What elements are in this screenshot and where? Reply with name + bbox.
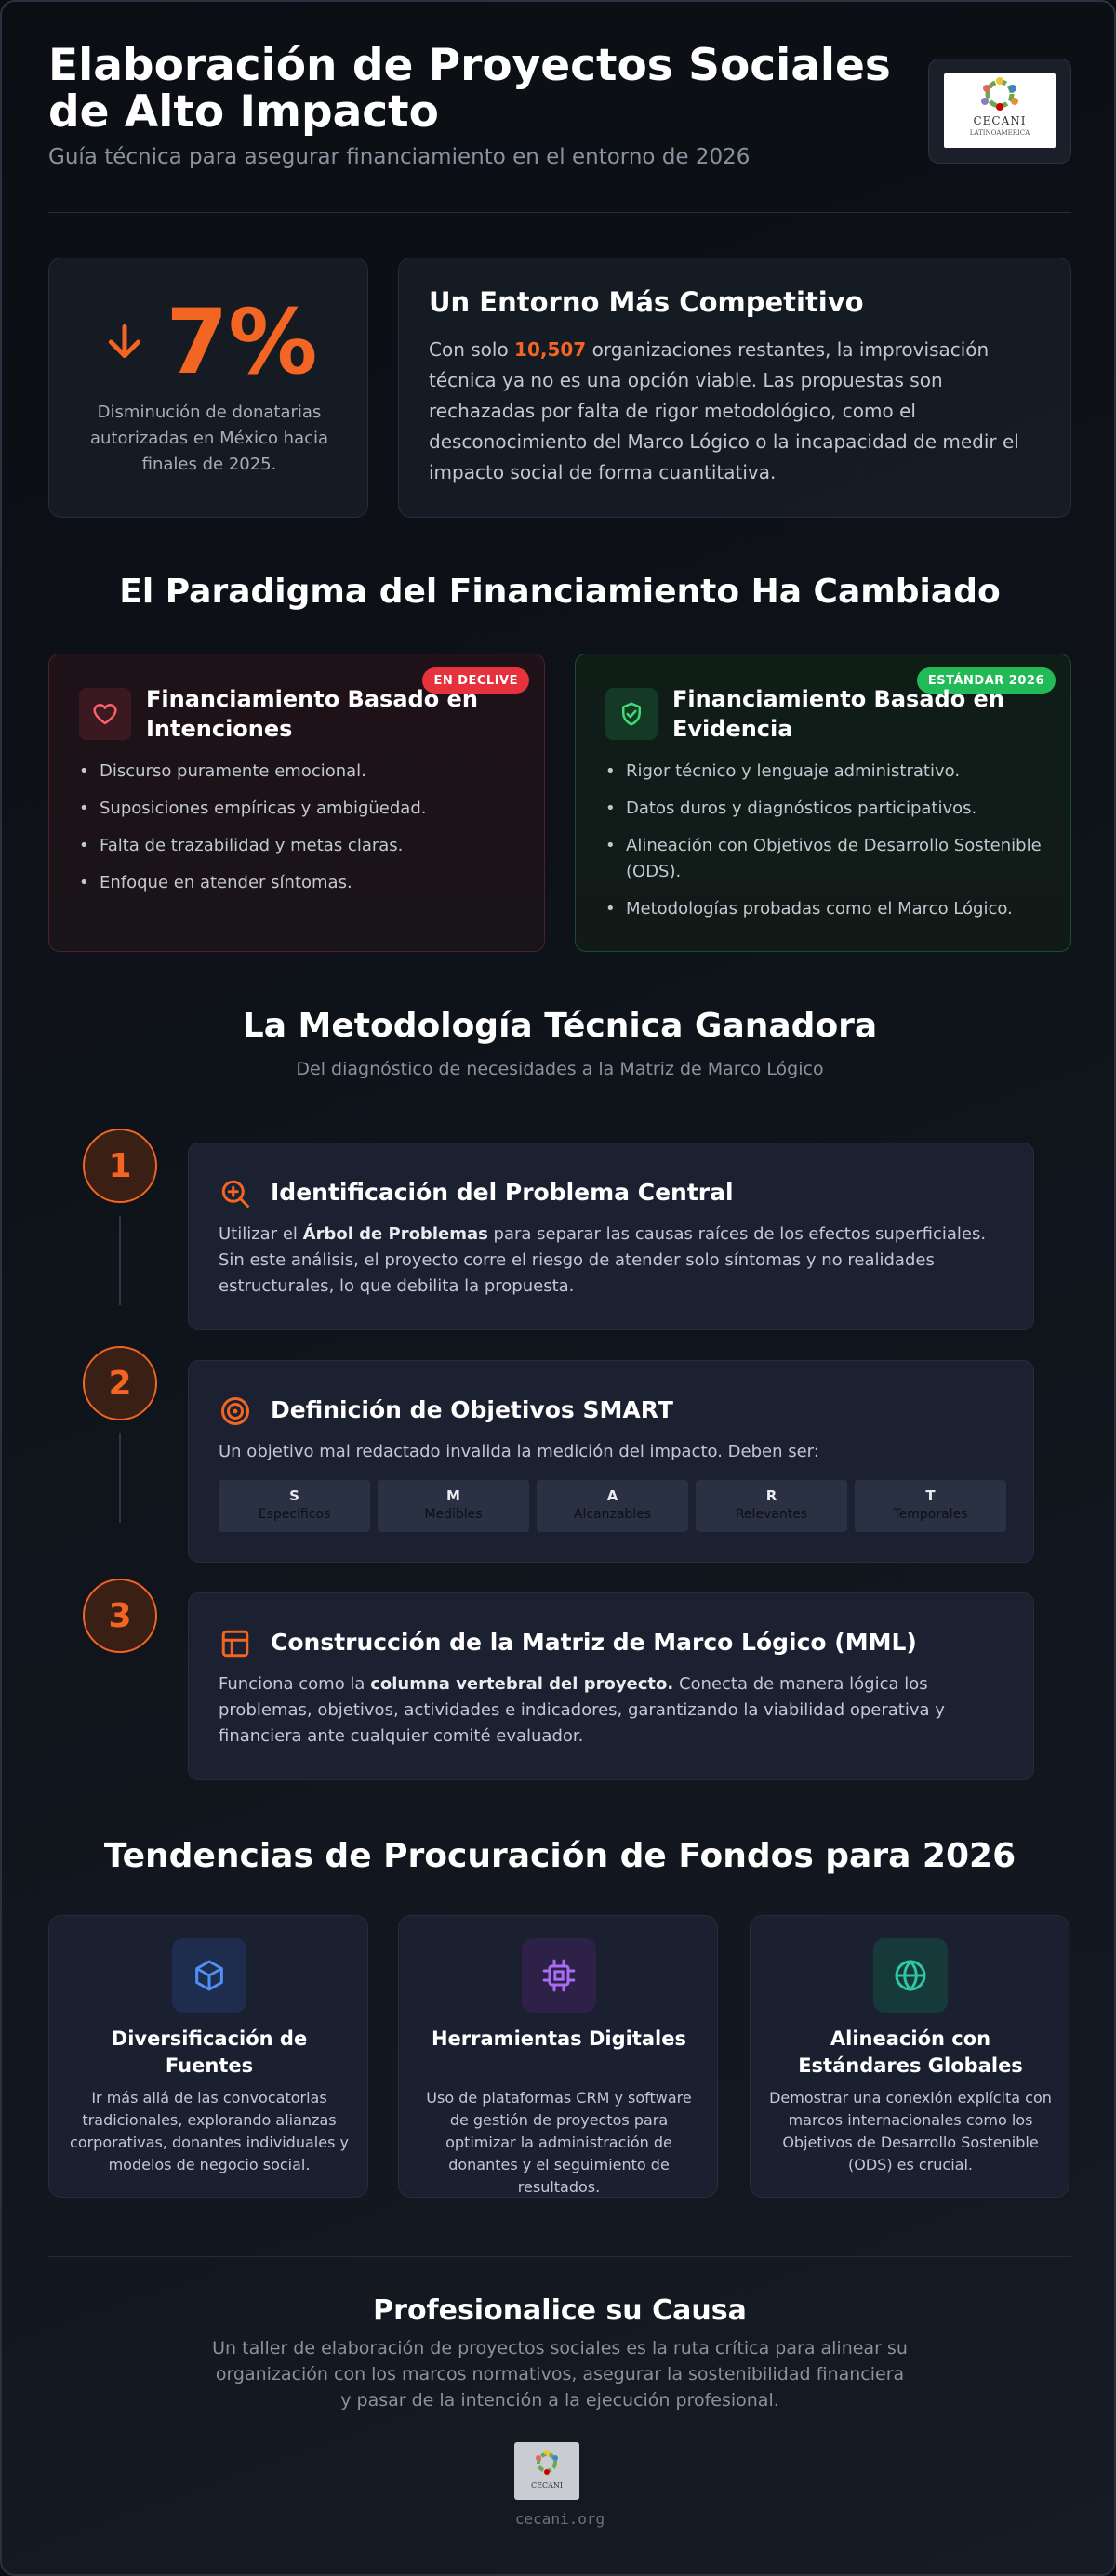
intentions-list bbox=[77, 759, 524, 907]
step-connector bbox=[119, 1433, 121, 1523]
paradigm-heading: El Paradigma del Financiamiento Ha Cambiado bbox=[119, 573, 1001, 611]
cube-icon bbox=[172, 1938, 246, 2013]
footer-url: cecani.org bbox=[514, 2510, 605, 2528]
step-text-start: Funciona como la bbox=[219, 1674, 371, 1694]
list-item: • Falta de trazabilidad y metas claras. bbox=[77, 833, 524, 859]
list-item: • Discurso puramente emocional. bbox=[77, 759, 524, 785]
trend-card-digital bbox=[398, 1915, 718, 2198]
list-item: • Enfoque en atender síntomas. bbox=[77, 870, 524, 896]
smart-item-a bbox=[537, 1480, 688, 1532]
smart-letter: R bbox=[765, 1487, 777, 1504]
trend-text: Uso de plataformas CRM y software de gestión de proyectos para optimizar la administración de donantes y el seguimiento de resultados. bbox=[426, 2089, 692, 2196]
search-plus-icon bbox=[219, 1177, 252, 1210]
trends-heading: Tendencias de Procuración de Fondos para 2026 bbox=[103, 1837, 1016, 1875]
smart-item-m bbox=[378, 1480, 529, 1532]
trend-title: Herramientas Digitales bbox=[431, 2028, 686, 2050]
page-subtitle: Guía técnica para asegurar financiamiento en el entorno de 2026 bbox=[48, 145, 751, 169]
globe-icon bbox=[873, 1938, 948, 2013]
trend-card-global bbox=[750, 1915, 1070, 2198]
list-item: • Datos duros y diagnósticos participativos. bbox=[604, 796, 1050, 822]
list-item: • Suposiciones empíricas y ambigüedad. bbox=[77, 796, 524, 822]
context-highlight-number: 10,507 bbox=[514, 338, 587, 361]
smart-letter: A bbox=[606, 1487, 618, 1504]
step-card-smart bbox=[188, 1360, 1034, 1563]
smart-word: Específicos bbox=[258, 1507, 331, 1522]
context-text-start: Con solo bbox=[429, 338, 515, 361]
step-text-end: Conecta de manera lógica los problemas, objetivos, actividades e indicadores, garantizando la viabilidad operativa y financiera ante cualquier comité evaluador. bbox=[219, 1674, 945, 1746]
target-icon bbox=[219, 1394, 252, 1428]
trend-title: Alineación con Estándares Globales bbox=[798, 2028, 1023, 2077]
smart-item-t bbox=[855, 1480, 1006, 1532]
smart-word: Temporales bbox=[893, 1507, 968, 1522]
step-text-bold: columna vertebral del proyecto. bbox=[370, 1674, 674, 1694]
list-item: • Alineación con Objetivos de Desarrollo Sostenible (ODS). bbox=[604, 833, 1050, 885]
smart-item-r bbox=[696, 1480, 847, 1532]
step-text-problem bbox=[219, 1222, 1009, 1300]
trend-text: Demostrar una conexión explícita con marcos internacionales como los Objetivos de Desarrollo Sostenible (ODS) es crucial. bbox=[769, 2089, 1052, 2173]
context-text bbox=[429, 335, 1043, 488]
logo-subtext: LATINOAMERICA bbox=[969, 129, 1030, 137]
divider bbox=[48, 212, 1071, 213]
step-text-start: Utilizar el bbox=[219, 1224, 303, 1244]
logo-figures-icon bbox=[944, 73, 1056, 148]
decline-badge: EN DECLIVE bbox=[422, 667, 529, 694]
divider bbox=[48, 2256, 1071, 2257]
step-text-end: para separar las causas raíces de los efectos superficiales. Sin este análisis, el proyecto corre el riesgo de atender solo síntomas y no realidades estructurales, lo que debilita la propuesta. bbox=[219, 1224, 987, 1296]
smart-letter: S bbox=[289, 1487, 299, 1504]
step-text-bold: Árbol de Problemas bbox=[302, 1224, 488, 1244]
step-title-problem: Identificación del Problema Central bbox=[271, 1179, 734, 1206]
page-title: Elaboración de Proyectos Sociales de Alto Impacto bbox=[48, 40, 891, 138]
chip-icon bbox=[522, 1938, 596, 2013]
stat-value: 7% bbox=[166, 290, 318, 394]
smart-letter: T bbox=[925, 1487, 936, 1504]
stat-description: Disminución de donatarias autorizadas en México hacia finales de 2025. bbox=[89, 403, 329, 474]
logo-card bbox=[928, 59, 1071, 164]
table-icon bbox=[219, 1627, 252, 1660]
step-number-2: 2 bbox=[83, 1346, 157, 1420]
footer-logo bbox=[514, 2442, 579, 2500]
step-card-mml bbox=[188, 1592, 1034, 1780]
context-card bbox=[398, 258, 1071, 518]
step-text-smart: Un objetivo mal redactado invalida la medición del impacto. Deben ser: bbox=[219, 1442, 819, 1461]
stat-row bbox=[49, 290, 369, 394]
intentions-card bbox=[48, 654, 545, 952]
logo-figures-icon bbox=[514, 2442, 579, 2500]
step-title-mml: Construcción de la Matriz de Marco Lógico (MML) bbox=[271, 1629, 917, 1656]
step-title-smart: Definición de Objetivos SMART bbox=[271, 1396, 673, 1423]
stat-card bbox=[48, 258, 368, 518]
cecani-logo bbox=[944, 73, 1056, 148]
footer-logo-wordmark: CECANI bbox=[530, 2481, 564, 2490]
smart-word: Medibles bbox=[424, 1507, 483, 1522]
list-item: • Metodologías probadas como el Marco Lógico. bbox=[604, 896, 1050, 922]
heart-icon bbox=[79, 688, 131, 740]
list-item: • Rigor técnico y lenguaje administrativo. bbox=[604, 759, 1050, 785]
methodology-subtitle: Del diagnóstico de necesidades a la Matriz de Marco Lógico bbox=[296, 1059, 824, 1079]
evidence-card bbox=[575, 654, 1071, 952]
step-connector bbox=[119, 1216, 121, 1305]
context-title: Un Entorno Más Competitivo bbox=[429, 286, 864, 318]
smart-item-s bbox=[219, 1480, 370, 1532]
smart-letter: M bbox=[446, 1487, 460, 1504]
context-text-end: organizaciones restantes, la improvisación técnica ya no es una opción viable. Las propuestas son rechazadas por falta de rigor metodológico, como el desconocimiento del Marco Lógico o la incapacidad de medir el impacto social de forma cuantitativa. bbox=[429, 338, 1019, 483]
arrow-down-icon bbox=[101, 319, 148, 365]
intentions-title: Financiamiento Basado en Intenciones bbox=[146, 686, 478, 742]
step-card-problem bbox=[188, 1143, 1034, 1330]
step-number-3: 3 bbox=[83, 1579, 157, 1653]
evidence-list bbox=[604, 759, 1050, 933]
smart-word: Alcanzables bbox=[573, 1507, 652, 1522]
smart-word: Relevantes bbox=[735, 1507, 808, 1522]
step-text-mml bbox=[219, 1671, 1009, 1750]
methodology-heading: La Metodología Técnica Ganadora bbox=[242, 1007, 878, 1045]
evidence-title: Financiamiento Basado en Evidencia bbox=[672, 686, 1004, 742]
standard-badge: ESTÁNDAR 2026 bbox=[917, 667, 1056, 694]
trend-text: Ir más allá de las convocatorias tradicionales, explorando alianzas corporativas, donantes individuales y modelos de negocio social. bbox=[70, 2089, 349, 2173]
trend-title: Diversificación de Fuentes bbox=[111, 2028, 308, 2077]
footer-title: Profesionalice su Causa bbox=[373, 2294, 747, 2327]
logo-wordmark: CECANI bbox=[973, 114, 1027, 127]
trend-card-diversification bbox=[48, 1915, 368, 2198]
step-number-1: 1 bbox=[83, 1129, 157, 1203]
shield-check-icon bbox=[605, 688, 658, 740]
footer-text: Un taller de elaboración de proyectos sociales es la ruta crítica para alinear su organización con los marcos normativos, asegurar la sostenibilidad financiera y pasar de la intención a la ejecución profesional. bbox=[212, 2338, 908, 2411]
